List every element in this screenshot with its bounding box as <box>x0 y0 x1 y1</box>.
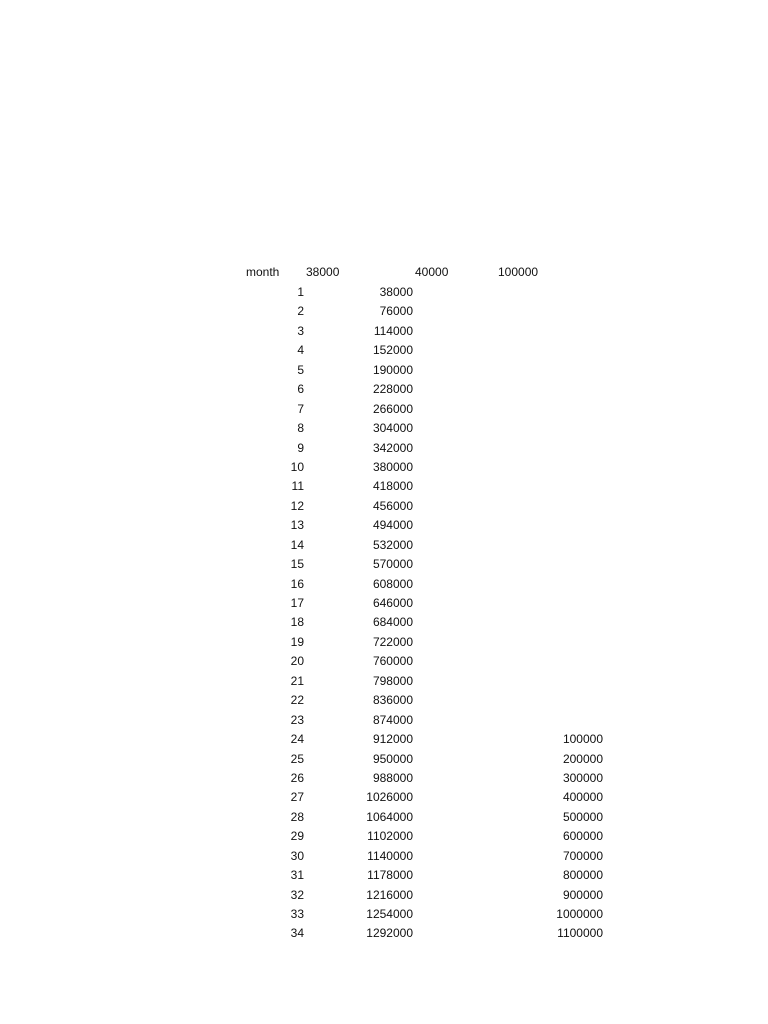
cumulative-cell: 532000 <box>372 537 413 552</box>
month-cell: 12 <box>290 498 304 513</box>
month-cell: 2 <box>297 304 304 319</box>
table-row <box>0 770 768 789</box>
cumulative-cell: 1064000 <box>366 809 413 824</box>
table-row <box>0 303 768 322</box>
cumulative-cell: 722000 <box>372 634 413 649</box>
table-row <box>0 809 768 828</box>
cumulative-cell: 304000 <box>372 421 413 436</box>
month-cell: 5 <box>297 362 304 377</box>
month-cell: 21 <box>290 673 304 688</box>
month-cell: 18 <box>290 615 304 630</box>
table-row <box>0 634 768 653</box>
table-row <box>0 420 768 439</box>
cumulative-cell: 1178000 <box>367 868 413 883</box>
table-row <box>0 925 768 944</box>
table-row <box>0 440 768 459</box>
month-cell: 28 <box>290 809 304 824</box>
cumulative-cell: 418000 <box>372 479 413 494</box>
month-cell: 14 <box>290 537 304 552</box>
month-cell: 16 <box>290 576 304 591</box>
table-row <box>0 789 768 808</box>
month-cell: 19 <box>290 634 304 649</box>
extra-cell: 200000 <box>562 751 603 766</box>
month-cell: 6 <box>297 382 304 397</box>
cumulative-cell: 1026000 <box>366 790 413 805</box>
extra-cell: 1100000 <box>557 926 603 941</box>
cumulative-cell: 1140000 <box>367 848 413 863</box>
month-cell: 10 <box>290 459 304 474</box>
cumulative-cell: 228000 <box>372 382 413 397</box>
header-col-40000: 40000 <box>415 265 449 279</box>
header-col-38000: 38000 <box>306 265 340 279</box>
month-cell: 32 <box>290 887 304 902</box>
cumulative-cell: 608000 <box>372 576 413 591</box>
cumulative-cell: 874000 <box>372 712 413 727</box>
extra-cell: 400000 <box>562 790 603 805</box>
month-cell: 20 <box>290 654 304 669</box>
table-row <box>0 848 768 867</box>
cumulative-cell: 380000 <box>372 459 413 474</box>
cumulative-cell: 266000 <box>372 401 413 416</box>
cumulative-cell: 912000 <box>372 732 413 747</box>
month-cell: 33 <box>290 907 304 921</box>
month-cell: 31 <box>290 868 304 883</box>
cumulative-cell: 38000 <box>379 285 413 299</box>
table-row <box>0 342 768 361</box>
extra-cell: 800000 <box>562 868 603 883</box>
table-row <box>0 867 768 886</box>
table-row <box>0 887 768 906</box>
month-cell: 9 <box>297 440 304 455</box>
cumulative-cell: 1102000 <box>367 829 413 844</box>
cumulative-cell: 1216000 <box>366 887 413 902</box>
table-row <box>0 323 768 342</box>
month-cell: 15 <box>290 557 304 572</box>
extra-cell: 100000 <box>562 732 603 747</box>
table-row <box>0 498 768 517</box>
table-row <box>0 556 768 575</box>
cumulative-cell: 950000 <box>372 751 413 766</box>
cumulative-cell: 342000 <box>372 440 413 455</box>
table-row <box>0 537 768 556</box>
table-row <box>0 906 768 925</box>
table-row <box>0 731 768 750</box>
month-cell: 30 <box>290 848 304 863</box>
data-table <box>0 284 768 945</box>
month-cell: 26 <box>290 770 304 785</box>
table-row <box>0 828 768 847</box>
table-row <box>0 284 768 303</box>
extra-cell: 600000 <box>562 829 603 844</box>
cumulative-cell: 836000 <box>372 693 413 708</box>
month-cell: 25 <box>290 751 304 766</box>
cumulative-cell: 152000 <box>372 343 413 358</box>
month-cell: 22 <box>290 693 304 708</box>
cumulative-cell: 570000 <box>372 557 413 572</box>
cumulative-cell: 988000 <box>372 770 413 785</box>
table-row <box>0 751 768 770</box>
cumulative-cell: 76000 <box>379 304 413 319</box>
cumulative-cell: 190000 <box>372 362 413 377</box>
table-row <box>0 712 768 731</box>
month-cell: 17 <box>290 596 304 610</box>
cumulative-cell: 760000 <box>372 654 413 669</box>
table-row <box>0 381 768 400</box>
month-cell: 4 <box>297 343 304 358</box>
month-cell: 1 <box>297 285 304 299</box>
table-row <box>0 653 768 672</box>
table-row <box>0 517 768 536</box>
month-cell: 23 <box>290 712 304 727</box>
month-cell: 29 <box>290 829 304 844</box>
table-row <box>0 478 768 497</box>
table-row <box>0 459 768 478</box>
month-cell: 7 <box>297 401 304 416</box>
cumulative-cell: 798000 <box>372 673 413 688</box>
table-row <box>0 595 768 614</box>
cumulative-cell: 1292000 <box>366 926 413 941</box>
month-cell: 8 <box>297 421 304 436</box>
cumulative-cell: 456000 <box>372 498 413 513</box>
table-row <box>0 673 768 692</box>
extra-cell: 900000 <box>562 887 603 902</box>
month-cell: 24 <box>290 732 304 747</box>
table-row <box>0 614 768 633</box>
table-row <box>0 401 768 420</box>
month-cell: 11 <box>291 479 304 494</box>
header-month: month <box>246 265 280 279</box>
month-cell: 27 <box>290 790 304 805</box>
extra-cell: 300000 <box>562 770 603 785</box>
cumulative-cell: 1254000 <box>366 907 413 921</box>
table-row <box>0 362 768 381</box>
month-cell: 3 <box>297 323 304 338</box>
cumulative-cell: 494000 <box>372 518 413 533</box>
extra-cell: 1000000 <box>556 907 603 921</box>
cumulative-cell: 114000 <box>373 323 413 338</box>
table-row <box>0 692 768 711</box>
table-row <box>0 576 768 595</box>
header-col-100000: 100000 <box>498 265 539 279</box>
month-cell: 13 <box>290 518 304 533</box>
extra-cell: 500000 <box>562 809 603 824</box>
cumulative-cell: 646000 <box>372 596 413 610</box>
cumulative-cell: 684000 <box>372 615 413 630</box>
month-cell: 34 <box>290 926 304 941</box>
extra-cell: 700000 <box>562 848 603 863</box>
